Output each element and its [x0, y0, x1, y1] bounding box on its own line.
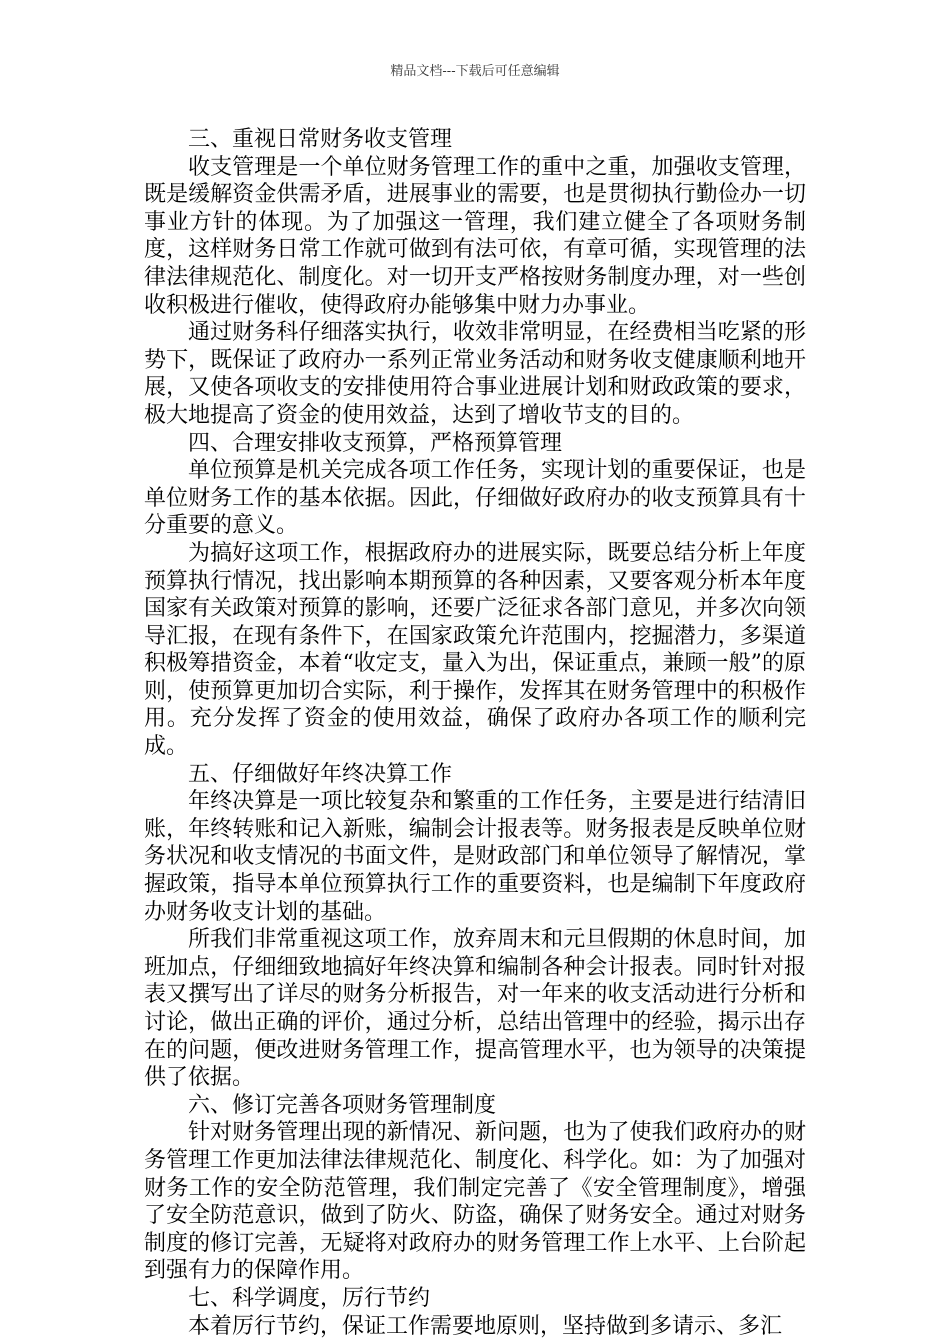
section-heading-4: 四、合理安排收支预算，严格预算管理: [188, 430, 563, 456]
paragraph: 单位预算是机关完成各项工作任务，实现计划的重要保证，也是单位财务工作的基本依据。因此，仔细做好政府办的收支预算具有十分重要的意义。: [144, 458, 806, 539]
page-header: 精品文档---下载后可任意编辑: [390, 64, 560, 79]
section-heading-7: 七、科学调度，厉行节约: [188, 1285, 431, 1311]
paragraph: 年终决算是一项比较复杂和繁重的工作任务，主要是进行结清旧账，年终转账和记入新账，编制会计报表等。财务报表是反映单位财务状况和收支情况的书面文件，是财政部门和单位领导了解情况，掌握政策，指导本单位预算执行工作的重要资料，也是编制下年度政府办财务收支计划的基础。: [144, 789, 806, 925]
paragraph: 针对财务管理出现的新情况、新问题，也为了使我们政府办的财务管理工作更加法律法律规范化、制度化、科学化。如：为了加强对财务工作的安全防范管理，我们制定完善了《安全管理制度》，增强了安全防范意识，做到了防火、防盗，确保了财务安全。通过对财务制度的修订完善，无疑将对政府办的财务管理工作上水平、上台阶起到强有力的保障作用。: [144, 1120, 806, 1284]
paragraph: 为搞好这项工作，根据政府办的进展实际，既要总结分析上年度预算执行情况，找出影响本期预算的各种因素，又要客观分析本年度国家有关政策对预算的影响，还要广泛征求各部门意见，并多次向领导汇报，在现有条件下，在国家政策允许范围内，挖掘潜力，多渠道积极筹措资金，本着“收定支，量入为出，保证重点，兼顾一般”的原则，使预算更加切合实际，利于操作，发挥其在财务管理中的积极作用。充分发挥了资金的使用效益，确保了政府办各项工作的顺利完成。: [144, 540, 806, 760]
section-heading-3: 三、重视日常财务收支管理: [188, 127, 453, 152]
section-heading-5: 五、仔细做好年终决算工作: [188, 761, 453, 787]
paragraph: 本着厉行节约，保证工作需要地原则，坚持做到多请示、多汇: [188, 1313, 783, 1339]
document-body: [144, 126, 806, 1340]
section-heading-6: 六、修订完善各项财务管理制度: [188, 1092, 497, 1118]
paragraph: 收支管理是一个单位财务管理工作的重中之重，加强收支管理，既是缓解资金供需矛盾，进展事业的需要，也是贯彻执行勤俭办一切事业方针的体现。为了加强这一管理，我们建立健全了各项财务制度，这样财务日常工作就可做到有法可依，有章可循，实现管理的法律法律规范化、制度化。对一切开支严格按财务制度办理，对一些创收积极进行催收，使得政府办能够集中财力办事业。: [144, 154, 806, 318]
paragraph: 通过财务科仔细落实执行，收效非常明显，在经费相当吃紧的形势下，既保证了政府办一系列正常业务活动和财务收支健康顺利地开展，又使各项收支的安排使用符合事业进展计划和财政政策的要求，极大地提高了资金的使用效益，达到了增收节支的目的。: [144, 320, 806, 428]
paragraph: 所我们非常重视这项工作，放弃周末和元旦假期的休息时间，加班加点，仔细细致地搞好年终决算和编制各种会计报表。同时针对报表又撰写出了详尽的财务分析报告，对一年来的收支活动进行分析和讨论，做出正确的评价，通过分析，总结出管理中的经验，揭示出存在的问题，便改进财务管理工作，提高管理水平，也为领导的决策提供了依据。: [144, 927, 806, 1091]
